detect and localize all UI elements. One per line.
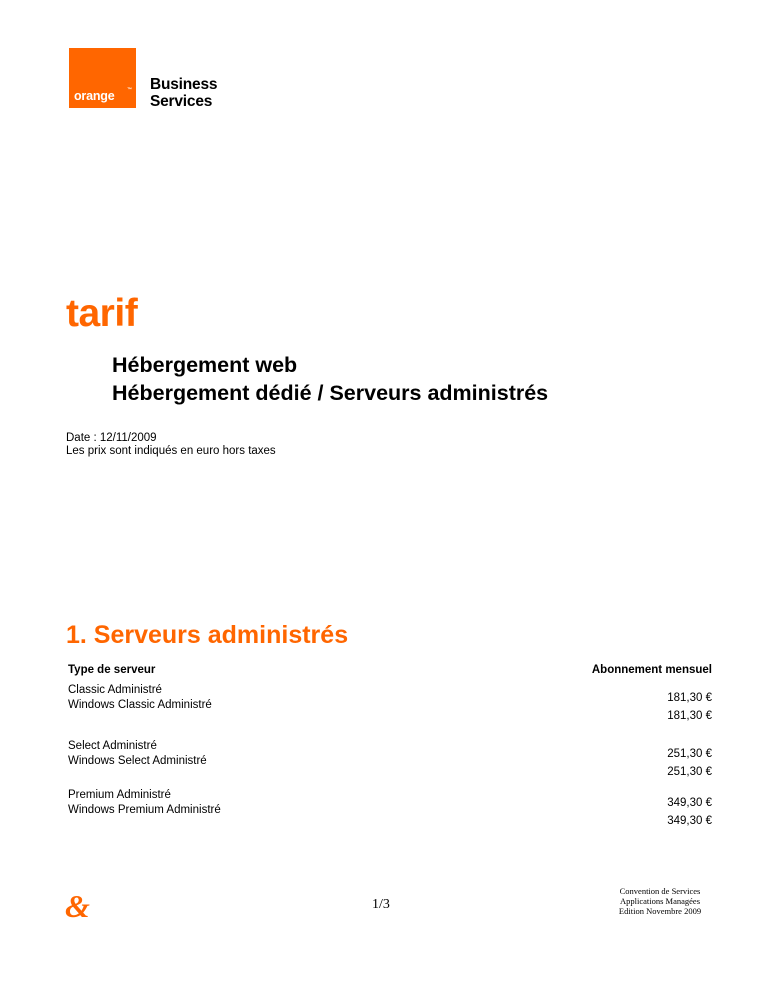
- section-title: 1. Serveurs administrés: [66, 621, 349, 649]
- server-names: [68, 739, 207, 769]
- logo-brand-text: orange: [74, 89, 115, 103]
- footer-note-line: Convention de Services: [619, 886, 701, 896]
- headline-1: Hébergement web: [112, 353, 298, 377]
- server-name: Windows Premium Administré: [68, 804, 221, 816]
- document-date: Date : 12/11/2009: [66, 432, 157, 444]
- server-name: Select Administré: [68, 740, 157, 752]
- document-meta: [66, 432, 276, 458]
- price-group-classic: [68, 683, 712, 723]
- server-name: Windows Select Administré: [68, 755, 207, 767]
- document-headlines: [112, 351, 548, 407]
- server-prices: [667, 745, 712, 781]
- logo-line-1: Business: [150, 76, 218, 93]
- footer-note-line: Applications Managées: [619, 896, 701, 906]
- server-price: 349,30 €: [667, 815, 712, 827]
- logo-trademark: ™: [127, 87, 132, 93]
- price-note: Les prix sont indiqués en euro hors taxes: [66, 445, 276, 457]
- server-price: 251,30 €: [667, 748, 712, 760]
- server-name: Windows Classic Administré: [68, 699, 212, 711]
- price-group-select: [68, 739, 712, 779]
- server-price: 181,30 €: [667, 710, 712, 722]
- page-number: 1/3: [372, 897, 390, 912]
- price-group-premium: [68, 788, 712, 828]
- server-price: 251,30 €: [667, 766, 712, 778]
- column-header-price: Abonnement mensuel: [591, 664, 712, 676]
- server-names: [68, 683, 212, 713]
- server-names: [68, 788, 221, 818]
- ampersand-logo-icon: &: [65, 888, 90, 924]
- logo-business-services: [150, 76, 217, 110]
- server-name: Premium Administré: [68, 789, 171, 801]
- server-price: 349,30 €: [667, 797, 712, 809]
- footer-note: [600, 886, 720, 916]
- column-header-type: Type de serveur: [68, 664, 156, 676]
- server-name: Classic Administré: [68, 684, 162, 696]
- footer-note-line: Edition Novembre 2009: [618, 906, 702, 916]
- server-prices: [667, 689, 712, 725]
- server-prices: [667, 794, 712, 830]
- server-price: 181,30 €: [667, 692, 712, 704]
- logo-line-2: Services: [150, 93, 213, 110]
- headline-2: Hébergement dédié / Serveurs administrés: [112, 381, 549, 405]
- page-title: tarif: [66, 292, 138, 335]
